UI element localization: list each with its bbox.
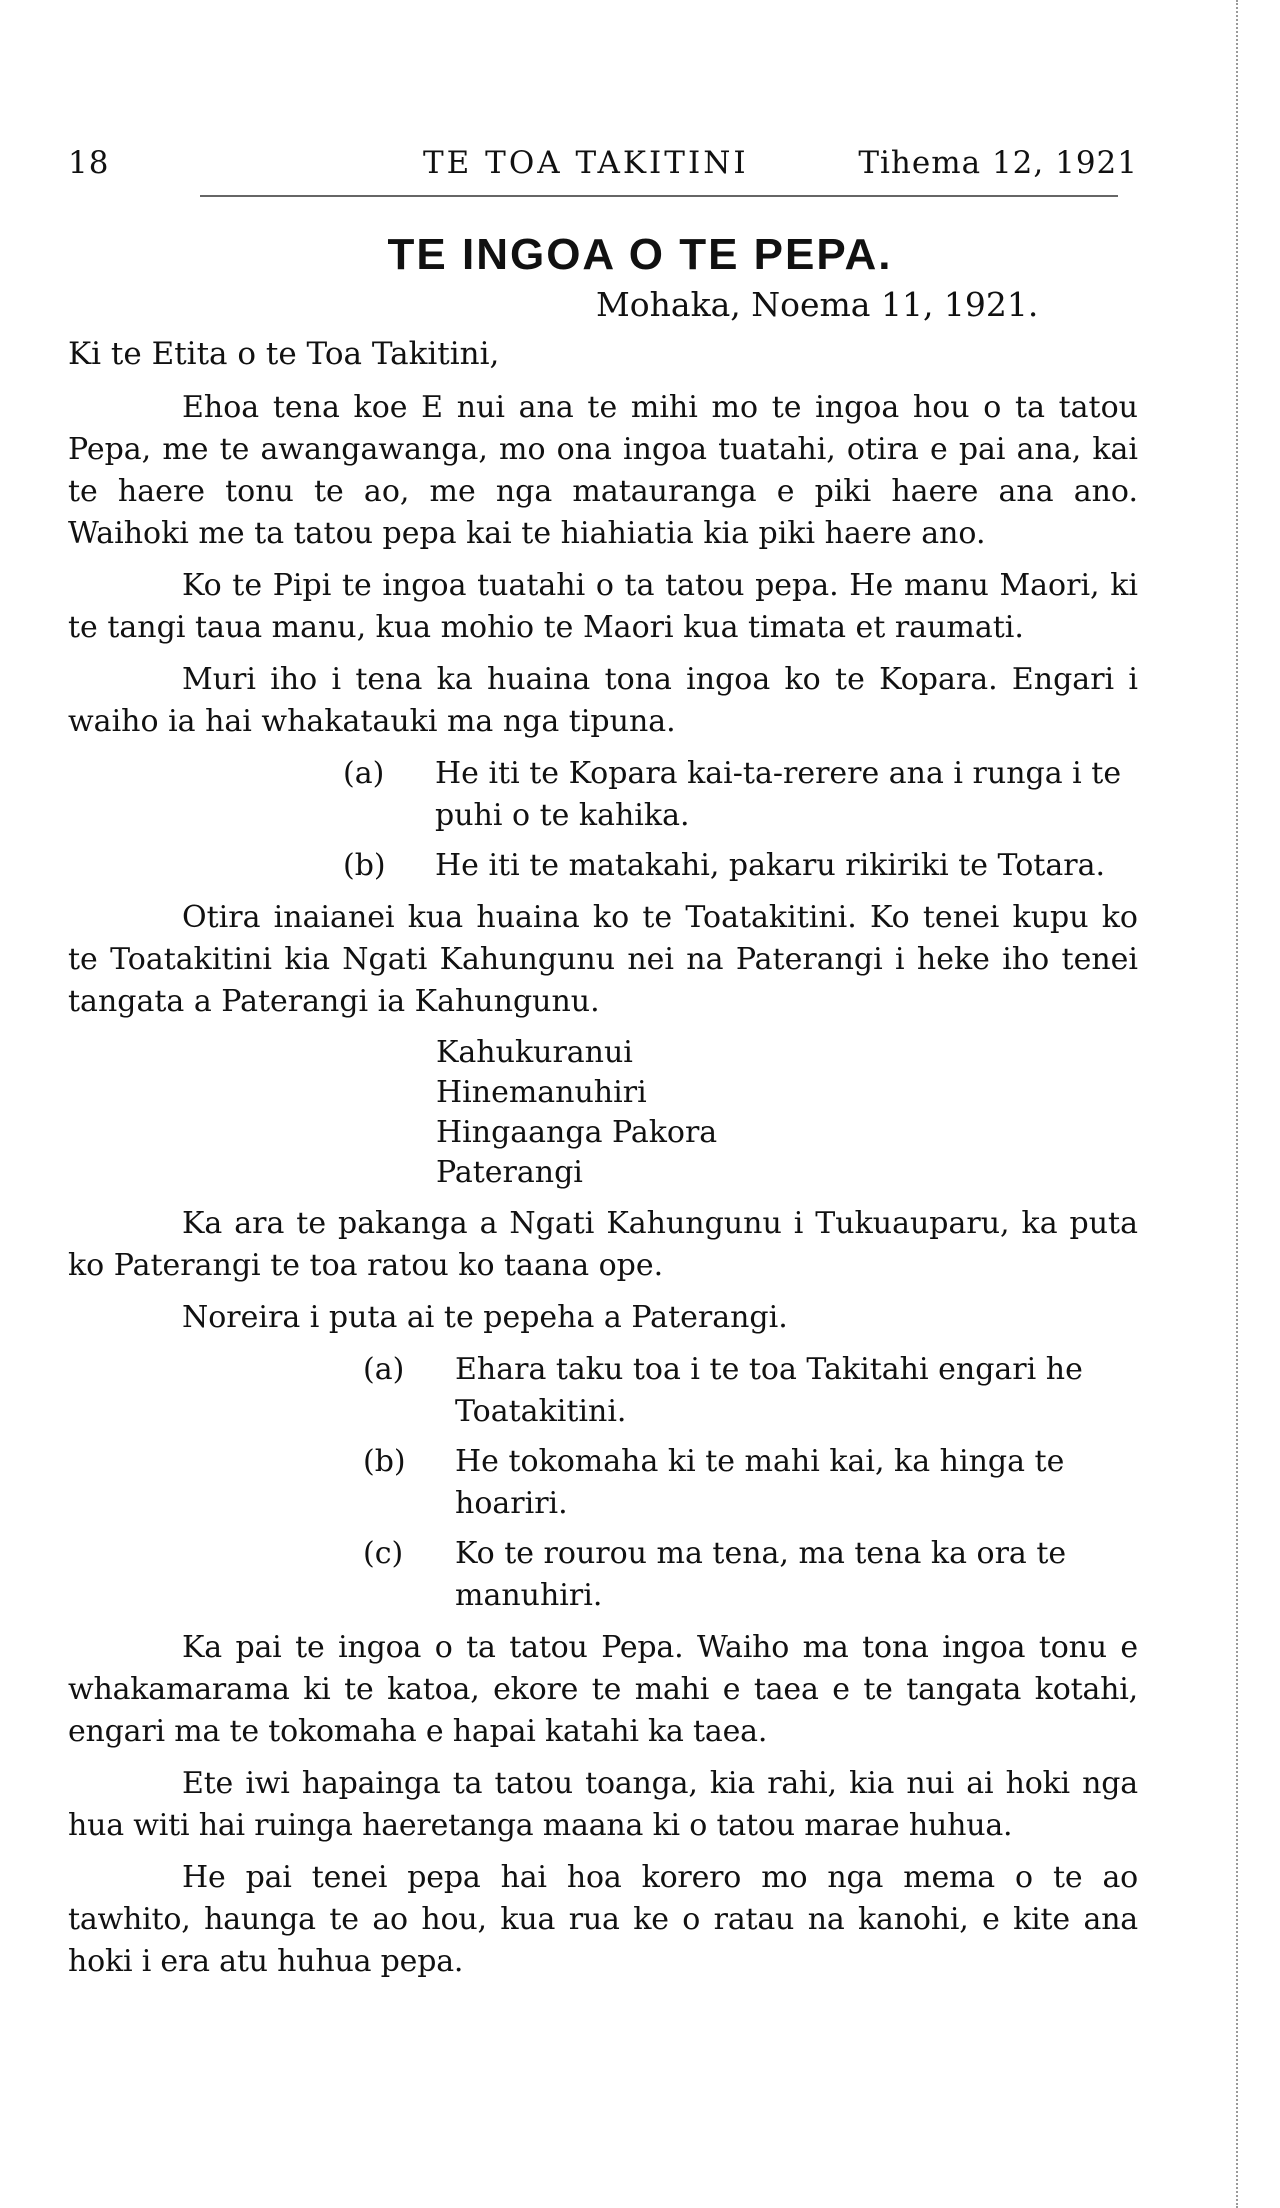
list-item-text: He iti te Kopara kai-ta-rerere ana i runga i te puhi o te kahika.	[435, 756, 1122, 833]
list-item-text: Ehara taku toa i te toa Takitahi engari he Toatakitini.	[455, 1352, 1083, 1429]
article-body	[68, 387, 1138, 1993]
letter-salutation: Ki te Etita o te Toa Takitini,	[68, 336, 500, 372]
list-item-text: Ko te rourou ma tena, ma tena ka ora te manuhiri.	[455, 1536, 1067, 1613]
paragraph: Muri iho i tena ka huaina tona ingoa ko te Kopara. Engari i waiho ia hai whakatauki ma nga tipuna.	[68, 662, 1138, 739]
issue-date: Tihema 12, 1921	[858, 145, 1138, 181]
list-item	[343, 753, 1138, 837]
list-item	[363, 1441, 1138, 1525]
genealogy-list	[68, 1033, 1138, 1193]
article-title: TE INGOA O TE PEPA.	[387, 230, 893, 279]
list-item-label: (b)	[343, 848, 386, 883]
paragraph: Ko te Pipi te ingoa tuatahi o ta tatou pepa. He manu Maori, ki te tangi taua manu, kua mohio te Maori kua timata et raumati.	[68, 568, 1138, 645]
page-header	[68, 145, 1138, 189]
page-number: 18	[68, 145, 110, 181]
paragraph: Otira inaianei kua huaina ko te Toatakitini. Ko tenei kupu ko te Toatakitini kia Ngati Kahungunu nei na Paterangi i heke iho tenei tangata a Paterangi ia Kahungunu.	[68, 900, 1138, 1019]
list-item-label: (b)	[363, 1444, 406, 1479]
list-item-label: (a)	[343, 756, 385, 791]
list-item-text: He iti te matakahi, pakaru rikiriki te Totara.	[435, 848, 1106, 883]
list-item	[363, 1349, 1138, 1433]
paragraph: Noreira i puta ai te pepeha a Paterangi.	[182, 1300, 788, 1335]
genealogy-name: Hingaanga Pakora	[436, 1115, 718, 1150]
paragraph: Ete iwi hapainga ta tatou toanga, kia rahi, kia nui ai hoki nga hua witi hai ruinga haeretanga maana ki o tatou marae huhua.	[68, 1766, 1138, 1843]
sayings-list-kopara	[68, 753, 1138, 887]
letter-place-date: Mohaka, Noema 11, 1921.	[596, 285, 1039, 324]
page-edge-divider	[1236, 0, 1242, 2208]
paragraph: He pai tenei pepa hai hoa korero mo nga mema o te ao tawhito, haunga te ao hou, kua rua ke o ratau na kanohi, e kite ana hoki i era atu huhua pepa.	[68, 1860, 1138, 1979]
list-item-label: (a)	[363, 1352, 405, 1387]
genealogy-name: Paterangi	[436, 1155, 583, 1190]
paragraph: Ka ara te pakanga a Ngati Kahungunu i Tukuauparu, ka puta ko Paterangi te toa ratou ko taana ope.	[68, 1206, 1138, 1283]
list-item-text: He tokomaha ki te mahi kai, ka hinga te hoariri.	[455, 1444, 1065, 1521]
paragraph: Ehoa tena koe E nui ana te mihi mo te ingoa hou o ta tatou Pepa, me te awangawanga, mo ona ingoa tuatahi, otira e pai ana, kai te haere tonu te ao, me nga matauranga e piki haere ana ano. Waihoki me ta tatou pepa kai te hiahiatia kia piki haere ano.	[68, 390, 1138, 551]
paragraph: Ka pai te ingoa o ta tatou Pepa. Waiho ma tona ingoa tonu e whakamarama ki te katoa, ekore te mahi e taea e te tangata kotahi, engari ma te tokomaha e hapai katahi ka taea.	[68, 1630, 1138, 1749]
publication-title: TE TOA TAKITINI	[423, 145, 749, 181]
genealogy-name: Kahukuranui	[436, 1035, 633, 1070]
list-item	[343, 845, 1138, 887]
list-item	[363, 1533, 1138, 1617]
list-item-label: (c)	[363, 1536, 404, 1571]
sayings-list-paterangi	[68, 1349, 1138, 1617]
genealogy-name: Hinemanuhiri	[436, 1075, 647, 1110]
header-rule	[200, 195, 1118, 197]
